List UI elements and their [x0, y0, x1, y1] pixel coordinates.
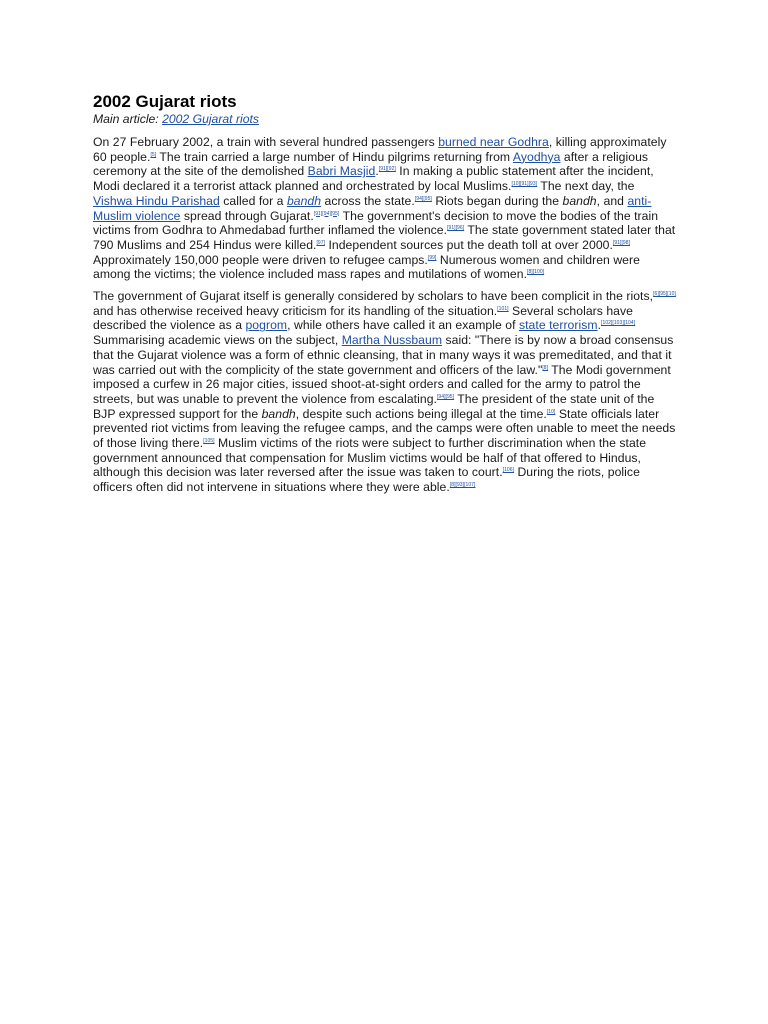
body-text: The Modi government imposed a curfew in 26 major cities, issued shoot-at-sight orders and called for the army to patrol the streets, but was unable to prevent the violence from escalating. [93, 362, 671, 406]
inline-link[interactable]: Babri Masjid [307, 164, 376, 179]
hatnote-prefix: Main article: [93, 112, 163, 126]
citation-ref[interactable]: [91][96] [447, 225, 465, 232]
body-text: after a religious ceremony at the site of the demolished [93, 149, 649, 179]
body-text: Several scholars have described the violence as a [93, 303, 633, 333]
paragraph-2 [93, 289, 677, 495]
body-text: Independent sources put the death toll at over 2000. [325, 237, 613, 252]
body-text: , while others have called it an example of [287, 318, 519, 333]
citation-ref[interactable]: [106] [502, 467, 515, 474]
body-text: and has otherwise received heavy criticism for its handling of the situation. [93, 303, 498, 318]
citation-ref[interactable]: [102][103][104] [601, 320, 636, 327]
article-section [93, 92, 677, 502]
body-text: . [597, 318, 602, 333]
body-text: The government of Gujarat itself is generally considered by scholars to have been complicit in the riots, [93, 289, 654, 304]
body-text: State officials later prevented riot victims from leaving the refugee camps, and the camps were often unable to meet the needs of those living there. [93, 406, 676, 451]
body-text: Muslim victims of the riots were subject to further discrimination when the state government announced that compensation for Muslim victims would be half of that offered to Hindus, although this decision was later reversed after the issue was taken to court. [93, 436, 647, 480]
main-article-link[interactable]: 2002 Gujarat riots [162, 112, 259, 126]
body-text: Summarising academic views on the subject, [93, 333, 342, 348]
citation-ref[interactable]: [10][91][93] [511, 181, 538, 188]
body-text: , and [596, 193, 628, 208]
citation-ref[interactable]: [6][95][10] [653, 291, 676, 298]
body-text: called for a [219, 193, 287, 208]
citation-ref[interactable]: [8] [542, 364, 549, 371]
body-text: In making a public statement after the incident, Modi declared it a terrorist attack planned and orchestrated by local Muslims. [93, 164, 654, 194]
citation-ref[interactable]: [10] [546, 408, 556, 415]
body-text: Riots began during the [431, 193, 563, 208]
citation-ref[interactable]: [91][98] [612, 239, 631, 246]
inline-link[interactable]: anti-Muslim violence [93, 193, 652, 223]
body-text: Numerous women and children were among the victims; the violence included mass rapes and mutilations of women. [93, 252, 640, 282]
citation-ref[interactable]: [95] [330, 210, 340, 217]
body-text: On 27 February 2002, a train with several hundred passengers [93, 135, 439, 149]
citation-ref[interactable]: [105] [203, 438, 215, 445]
citation-ref[interactable]: [8][100] [527, 269, 545, 276]
body-text: The train carried a large number of Hindu pilgrims returning from [156, 149, 513, 164]
body-text: The state government stated later that 790 Muslims and 254 Hindus were killed. [93, 223, 676, 252]
inline-link[interactable]: bandh [286, 193, 322, 208]
body-text: The next day, the [537, 179, 635, 194]
body-text: Approximately 150,000 people were driven to refugee camps. [93, 252, 428, 267]
citation-ref[interactable]: [91][92] [378, 166, 396, 173]
body-text: , despite such actions being illegal at the time. [295, 406, 547, 421]
body-text: During the riots, police officers often did not intervene in situations where they were able. [93, 465, 640, 495]
citation-ref[interactable]: [94][95] [414, 195, 432, 202]
inline-link[interactable]: Ayodhya [512, 149, 561, 164]
inline-link[interactable]: state terrorism [518, 318, 598, 333]
inline-link[interactable]: pogrom [245, 318, 288, 333]
body-text: The government's decision to move the bodies of the train victims from Godhra to Ahmedabad further inflamed the violence. [93, 208, 659, 238]
body-text: said: "There is by now a broad consensus that the Gujarat violence was a form of ethnic cleansing, that in many ways it was premeditated, and that it was carried out with the complicity of the state government and officers of the law." [93, 333, 674, 377]
emphasis-text: bandh [261, 406, 296, 421]
citation-ref[interactable]: [91][94] [313, 210, 331, 217]
body-text: across the state. [321, 193, 415, 208]
citation-ref[interactable]: [97] [316, 239, 326, 246]
main-article-hatnote [93, 112, 677, 127]
citation-ref[interactable]: [99] [427, 254, 437, 261]
body-text: spread through Gujarat. [180, 208, 314, 223]
body-text: The president of the state unit of the BJP expressed support for the [93, 391, 655, 421]
inline-link[interactable]: burned near Godhra [438, 135, 549, 149]
section-title: 2002 Gujarat riots [93, 92, 237, 111]
body-text: , killing approximately 60 people. [93, 135, 667, 164]
citation-ref[interactable]: [5] [150, 151, 157, 158]
emphasis-text: bandh [562, 193, 597, 208]
body-text: . [375, 164, 379, 179]
citation-ref[interactable]: [8][93][107] [449, 482, 476, 489]
paragraph-1 [93, 135, 677, 282]
inline-link[interactable]: Martha Nussbaum [341, 333, 443, 348]
citation-ref[interactable]: [101] [497, 305, 509, 312]
citation-ref[interactable]: [94][95] [436, 393, 455, 400]
inline-link[interactable]: Vishwa Hindu Parishad [93, 193, 220, 208]
